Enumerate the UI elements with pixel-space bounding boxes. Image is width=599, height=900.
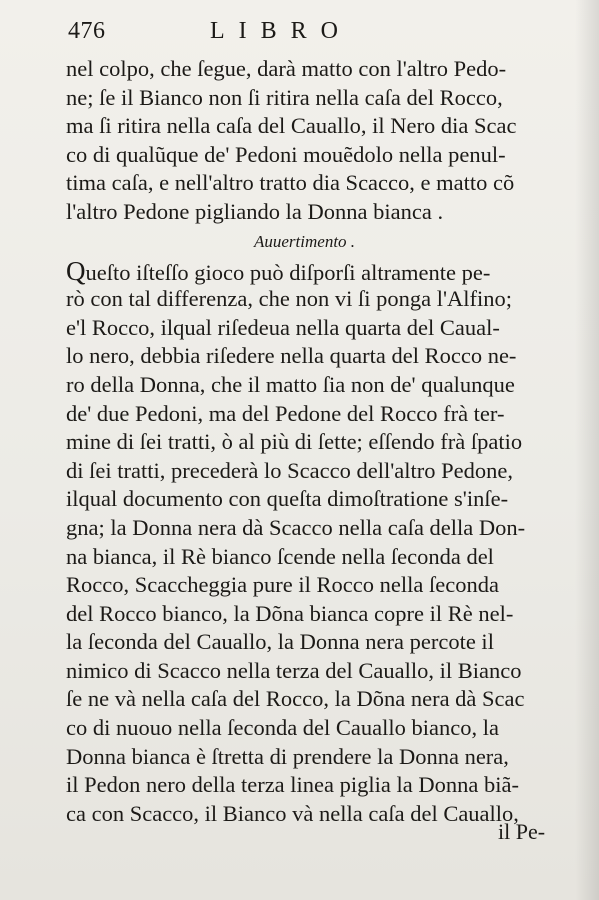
text-line: lo nero, debbia riſedere nella quarta del Rocco ne- bbox=[66, 343, 517, 369]
text-line: il Pedon nero della terza linea piglia la Donna biã- bbox=[66, 772, 519, 798]
body-text bbox=[66, 55, 579, 828]
text-line: co di nuouo nella ſeconda del Cauallo bianco, la bbox=[66, 715, 499, 741]
text-line: ma ſi ritira nella caſa del Cauallo, il Nero dia Scac bbox=[66, 113, 517, 139]
text-line: ſe ne và nella caſa del Rocco, la Dõna nera dà Scac bbox=[66, 686, 525, 712]
text-line: ca con Scacco, il Bianco và nella caſa del Cauallo, bbox=[66, 800, 519, 826]
text-line: l'altro Pedone pigliando la Donna bianca . bbox=[66, 198, 444, 224]
text-line: de' due Pedoni, ma del Pedone del Rocco frà ter- bbox=[66, 400, 505, 426]
text-line: gna; la Donna nera dà Scacco nella caſa della Don- bbox=[66, 514, 526, 540]
text-line-first bbox=[66, 257, 579, 286]
text-line: ilqual documento con queſta dimoſtratione s'inſe- bbox=[66, 486, 509, 512]
first-line-text: ueſto iſteſſo gioco può diſporſi altramente pe- bbox=[85, 259, 491, 285]
text-line: ne; ſe il Bianco non ſi ritira nella caſa del Rocco, bbox=[66, 84, 503, 110]
text-line: del Rocco bianco, la Dõna bianca copre il Rè nel- bbox=[66, 600, 514, 626]
text-line: ro della Donna, che il matto ſia non de' qualunque bbox=[66, 371, 515, 397]
text-line: co di qualũque de' Pedoni mouẽdolo nella penul- bbox=[66, 141, 506, 167]
text-line: Rocco, Scaccheggia pure il Rocco nella ſeconda bbox=[66, 572, 499, 598]
page-header bbox=[0, 12, 599, 52]
text-line: nel colpo, che ſegue, darà matto con l'altro Pedo- bbox=[66, 56, 507, 81]
text-line: mine di ſei tratti, ò al più di ſette; eſſendo frà ſpatio bbox=[66, 429, 523, 455]
catchword: il Pe- bbox=[498, 819, 546, 844]
drop-cap: Q bbox=[66, 256, 86, 286]
text-line: nimico di Scacco nella terza del Cauallo, il Bianco bbox=[66, 657, 522, 683]
text-line: e'l Rocco, ilqual riſedeua nella quarta del Caual- bbox=[66, 314, 500, 340]
page-number: 476 bbox=[68, 18, 106, 44]
text-line: na bianca, il Rè bianco ſcende nella ſeconda del bbox=[66, 543, 494, 569]
text-line: di ſei tratti, precederà lo Scacco dell'altro Pedone, bbox=[66, 457, 513, 483]
text-line: Donna bianca è ſtretta di prendere la Donna nera, bbox=[66, 743, 509, 769]
section-heading: Auuertimento . bbox=[254, 231, 356, 251]
running-head: LIBRO bbox=[210, 18, 352, 44]
text-line: la ſeconda del Cauallo, la Donna nera percote il bbox=[66, 629, 494, 655]
text-line: tima caſa, e nell'altro tratto dia Scacco, e matto cõ bbox=[66, 170, 515, 196]
text-line: rò con tal differenza, che non vi ſi ponga l'Alfino; bbox=[66, 286, 513, 312]
page-footer bbox=[0, 805, 599, 865]
